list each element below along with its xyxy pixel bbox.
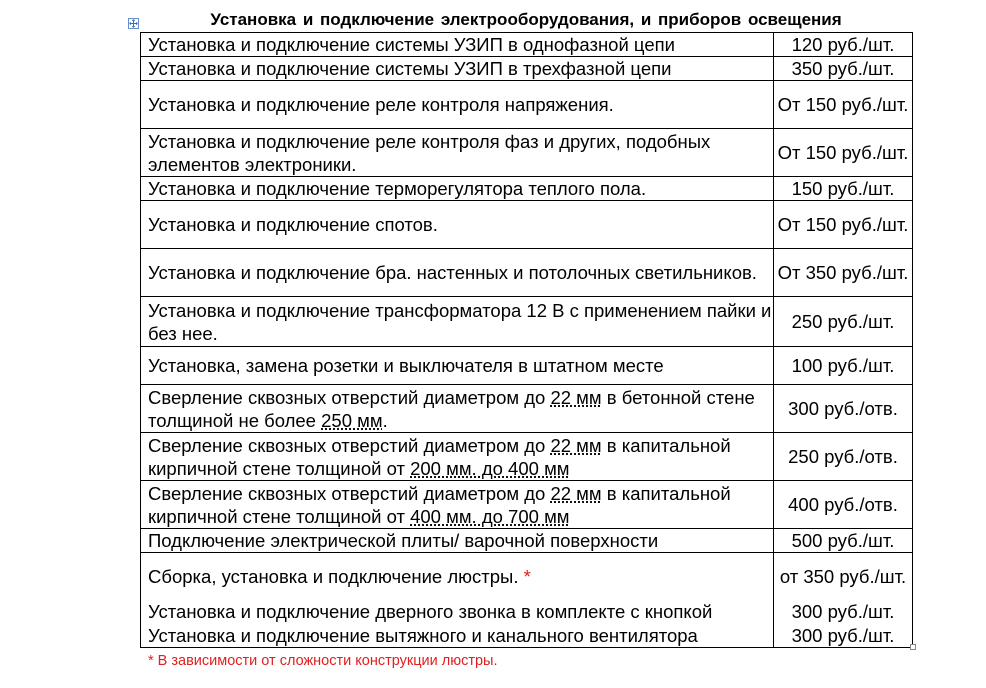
- service-text-underlined: 22 мм: [550, 434, 602, 456]
- table-row: [141, 201, 913, 249]
- price-cell: 350 руб./шт.: [774, 57, 913, 81]
- table-row: [141, 385, 913, 433]
- service-text-underlined: 250 мм: [321, 409, 383, 431]
- price-cell: 300 руб./шт.: [774, 600, 913, 624]
- service-text-underlined: 22 мм: [550, 482, 602, 504]
- service-cell: Установка и подключение бра. настенных и потолочных светильников.: [141, 249, 774, 297]
- price-cell: 100 руб./шт.: [774, 347, 913, 385]
- table-row: [141, 600, 913, 624]
- price-cell: 400 руб./отв.: [774, 481, 913, 529]
- table-row: [141, 553, 913, 600]
- price-cell: 150 руб./шт.: [774, 177, 913, 201]
- table-row: [141, 297, 913, 347]
- service-cell: [141, 433, 774, 481]
- price-cell: 300 руб./шт.: [774, 624, 913, 648]
- price-cell: 500 руб./шт.: [774, 529, 913, 553]
- service-cell: Установка и подключение терморегулятора теплого пола.: [141, 177, 774, 201]
- service-text: Сверление сквозных отверстий диаметром до: [148, 434, 551, 456]
- price-cell: 120 руб./шт.: [774, 33, 913, 57]
- footnote: * В зависимости от сложности конструкции люстры.: [148, 653, 498, 669]
- table-row: [141, 57, 913, 81]
- footnote-asterisk: *: [523, 565, 531, 587]
- price-cell: От 350 руб./шт.: [774, 249, 913, 297]
- service-cell: Установка и подключение трансформатора 12 В с применением пайки и без нее.: [141, 297, 774, 347]
- service-cell: Подключение электрической плиты/ варочной поверхности: [141, 529, 774, 553]
- page-title: Установка и подключение электрооборудования, и приборов освещения: [210, 10, 842, 29]
- service-cell: Установка и подключение дверного звонка в комплекте с кнопкой: [141, 600, 774, 624]
- price-cell: От 150 руб./шт.: [774, 81, 913, 129]
- service-text: Сверление сквозных отверстий диаметром до: [148, 386, 551, 408]
- table-move-handle-icon[interactable]: [128, 18, 139, 29]
- service-cell: Установка и подключение спотов.: [141, 201, 774, 249]
- price-cell: От 150 руб./шт.: [774, 129, 913, 177]
- service-text-underlined: 200 мм. до 400 мм: [410, 457, 570, 479]
- price-cell: от 350 руб./шт.: [774, 553, 913, 600]
- price-cell: 250 руб./отв.: [774, 433, 913, 481]
- service-text: в бетонной стене толщиной не более: [148, 386, 755, 431]
- table-row: [141, 433, 913, 481]
- service-cell: Установка, замена розетки и выключателя в штатном месте: [141, 347, 774, 385]
- table-row: [141, 624, 913, 648]
- service-text: в капитальной кирпичной стене толщиной от: [148, 434, 731, 479]
- table-row: [141, 33, 913, 57]
- service-text-underlined: 22 мм: [550, 386, 602, 408]
- service-cell: [141, 481, 774, 529]
- service-cell: Установка и подключение системы УЗИП в однофазной цепи: [141, 33, 774, 57]
- table-row: [141, 481, 913, 529]
- service-cell: [141, 553, 774, 600]
- table-row: [141, 81, 913, 129]
- table-row: [141, 347, 913, 385]
- table-row: [141, 177, 913, 201]
- service-text: Сверление сквозных отверстий диаметром до: [148, 482, 551, 504]
- table-resize-handle[interactable]: [910, 644, 916, 650]
- service-text: в капитальной кирпичной стене толщиной от: [148, 482, 731, 527]
- table-row: [141, 249, 913, 297]
- service-cell: [141, 385, 774, 433]
- service-cell: Установка и подключение реле контроля напряжения.: [141, 81, 774, 129]
- service-cell: Установка и подключение системы УЗИП в трехфазной цепи: [141, 57, 774, 81]
- price-cell: 300 руб./отв.: [774, 385, 913, 433]
- price-cell: 250 руб./шт.: [774, 297, 913, 347]
- service-text: .: [382, 409, 388, 431]
- service-text-underlined: 400 мм. до 700 мм: [410, 505, 570, 527]
- price-cell: От 150 руб./шт.: [774, 201, 913, 249]
- service-text: Сборка, установка и подключение люстры.: [148, 565, 524, 587]
- table-row: [141, 529, 913, 553]
- table-row: [141, 129, 913, 177]
- price-table: [140, 32, 913, 648]
- service-cell: Установка и подключение вытяжного и канального вентилятора: [141, 624, 774, 648]
- service-cell: Установка и подключение реле контроля фаз и других, подобных элементов электроники.: [141, 129, 774, 177]
